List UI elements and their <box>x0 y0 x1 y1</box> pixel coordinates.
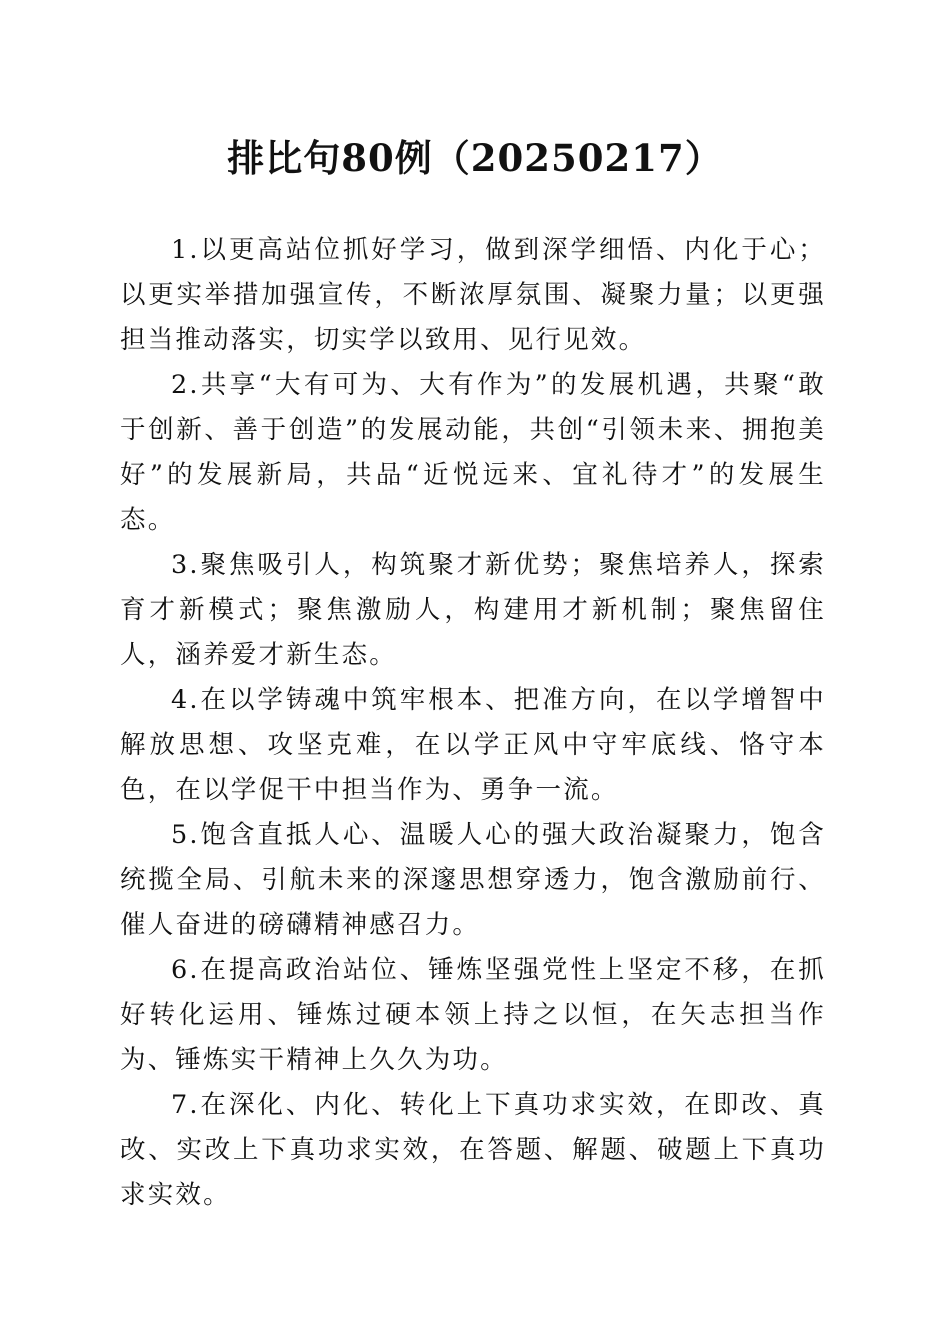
paragraph-5: 5.饱含直抵人心、温暖人心的强大政治凝聚力，饱含统揽全局、引航未来的深邃思想穿透力，饱含激励前行、催人奋进的磅礴精神感召力。 <box>120 820 826 940</box>
paragraph-2: 2.共享“大有可为、大有作为”的发展机遇，共聚“敢于创新、善于创造”的发展动能，共创“引领未来、拥抱美好”的发展新局，共品“近悦远来、宜礼待才”的发展生态。 <box>120 370 826 535</box>
paragraph-4: 4.在以学铸魂中筑牢根本、把准方向，在以学增智中解放思想、攻坚克难，在以学正风中守牢底线、恪守本色，在以学促干中担当作为、勇争一流。 <box>120 685 826 805</box>
paragraph-1: 1.以更高站位抓好学习，做到深学细悟、内化于心；以更实举措加强宣传，不断浓厚氛围、凝聚力量；以更强担当推动落实，切实学以致用、见行见效。 <box>120 235 826 355</box>
paragraph-7: 7.在深化、内化、转化上下真功求实效，在即改、真改、实改上下真功求实效，在答题、解题、破题上下真功求实效。 <box>120 1090 826 1210</box>
paragraph-6: 6.在提高政治站位、锤炼坚强党性上坚定不移，在抓好转化运用、锤炼过硬本领上持之以恒，在矢志担当作为、锤炼实干精神上久久为功。 <box>120 955 826 1075</box>
document-title: 排比句80例（20250217） <box>227 136 723 180</box>
paragraph-3: 3.聚焦吸引人，构筑聚才新优势；聚焦培养人，探索育才新模式；聚焦激励人，构建用才新机制；聚焦留住人，涵养爱才新生态。 <box>120 550 826 670</box>
document-body <box>120 228 826 1218</box>
